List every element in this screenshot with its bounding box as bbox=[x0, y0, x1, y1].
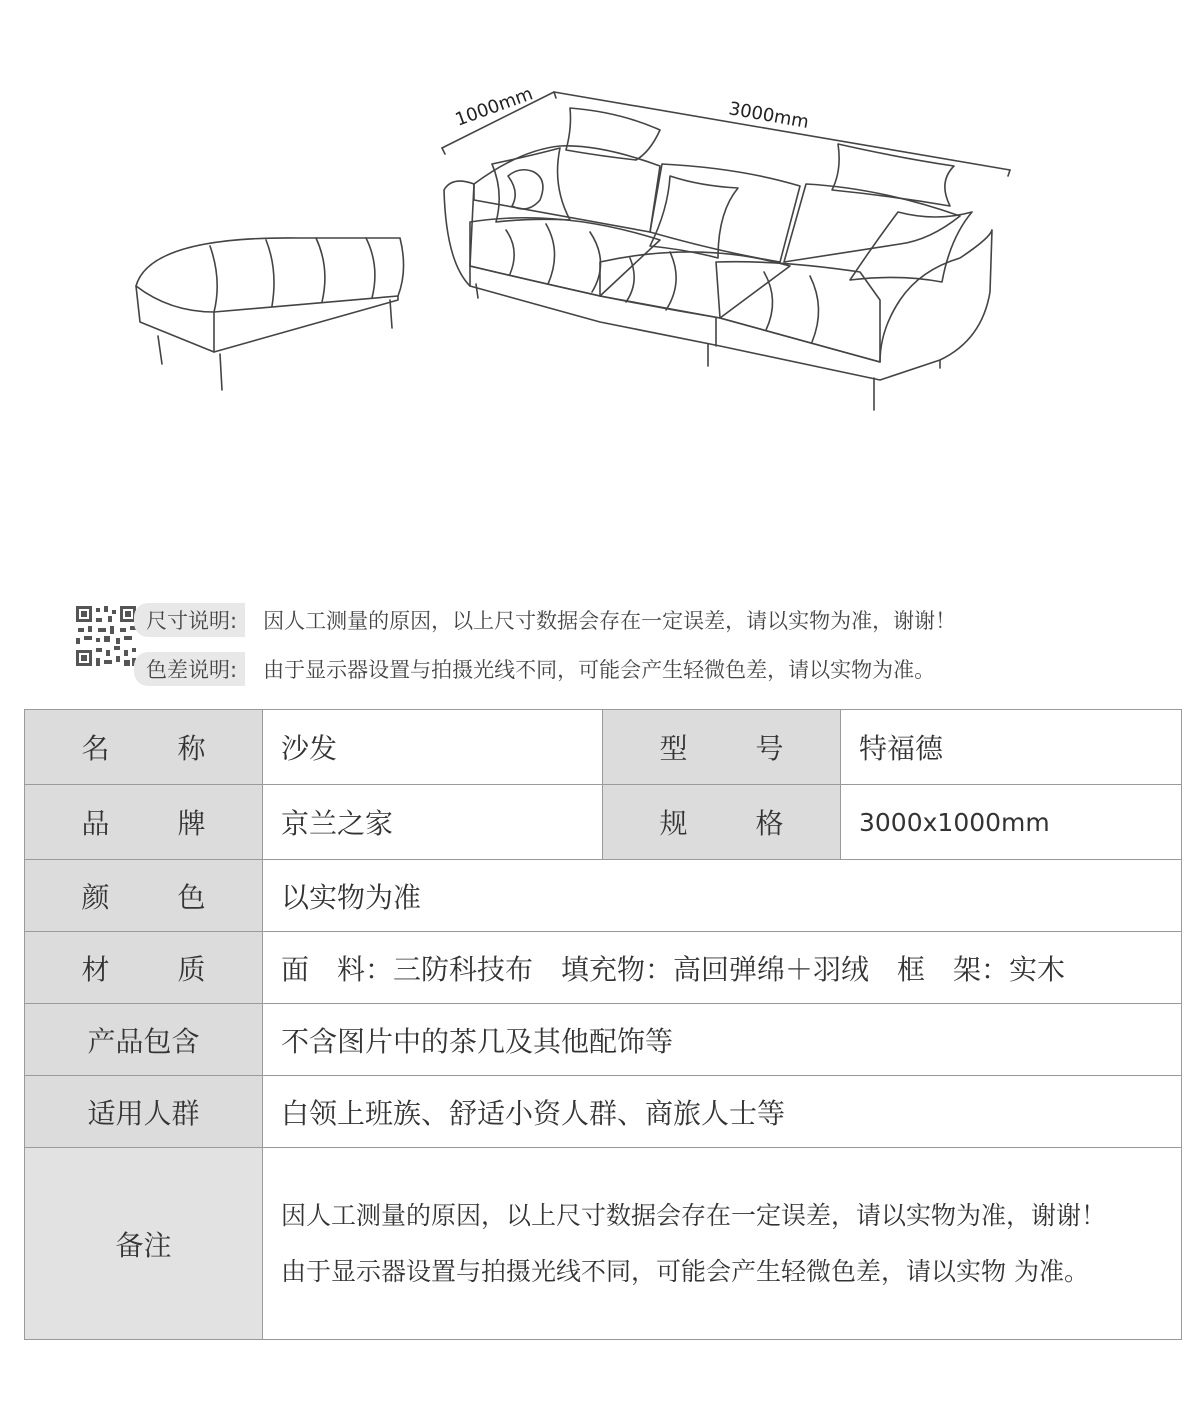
material-filling: 填充物：高回弹绵＋羽绒 bbox=[561, 952, 870, 986]
table-row bbox=[25, 710, 1182, 785]
size-header: 规 格 bbox=[603, 785, 841, 860]
material-value bbox=[263, 932, 1182, 1004]
material-frame: 框 架：实木 bbox=[897, 952, 1066, 986]
table-row bbox=[25, 860, 1182, 932]
color-note-row bbox=[134, 651, 935, 687]
material-header: 材 质 bbox=[25, 932, 263, 1004]
includes-value: 不含图片中的茶几及其他配饰等 bbox=[263, 1004, 1182, 1076]
table-row bbox=[25, 785, 1182, 860]
includes-header: 产品包含 bbox=[25, 1004, 263, 1076]
material-fabric: 面 料：三防科技布 bbox=[281, 952, 534, 986]
color-note-label: 色差说明: bbox=[134, 652, 245, 686]
qr-code-icon bbox=[74, 604, 138, 668]
model-header: 型 号 bbox=[603, 710, 841, 785]
brand-header: 品 牌 bbox=[25, 785, 263, 860]
size-note-label: 尺寸说明: bbox=[134, 603, 245, 637]
spec-table bbox=[24, 709, 1182, 1340]
size-note-row bbox=[134, 602, 956, 638]
color-header: 颜 色 bbox=[25, 860, 263, 932]
depth-dimension-label: 1000mm bbox=[452, 83, 536, 131]
audience-header: 适用人群 bbox=[25, 1076, 263, 1148]
name-header: 名 称 bbox=[25, 710, 263, 785]
table-row bbox=[25, 1004, 1182, 1076]
model-value: 特福德 bbox=[841, 710, 1182, 785]
remark-line-2: 由于显示器设置与拍摄光线不同，可能会产生轻微色差，请以实物 为准。 bbox=[281, 1256, 1089, 1286]
size-note-text: 因人工测量的原因，以上尺寸数据会存在一定误差，请以实物为准，谢谢！ bbox=[263, 609, 957, 633]
color-value: 以实物为准 bbox=[263, 860, 1182, 932]
width-dimension-label: 3000mm bbox=[727, 98, 811, 133]
table-row bbox=[25, 1076, 1182, 1148]
color-note-text: 由于显示器设置与拍摄光线不同，可能会产生轻微色差，请以实物为准。 bbox=[263, 658, 936, 682]
sofa-sketch bbox=[0, 0, 1200, 460]
remark-header: 备注 bbox=[25, 1148, 263, 1340]
name-value: 沙发 bbox=[263, 710, 603, 785]
remark-line-1: 因人工测量的原因，以上尺寸数据会存在一定误差，请以实物为准，谢谢！ bbox=[281, 1200, 1107, 1230]
brand-value: 京兰之家 bbox=[263, 785, 603, 860]
table-row bbox=[25, 1148, 1182, 1340]
remark-value bbox=[263, 1148, 1182, 1340]
table-row bbox=[25, 932, 1182, 1004]
size-value: 3000x1000mm bbox=[841, 785, 1182, 860]
audience-value: 白领上班族、舒适小资人群、商旅人士等 bbox=[263, 1076, 1182, 1148]
